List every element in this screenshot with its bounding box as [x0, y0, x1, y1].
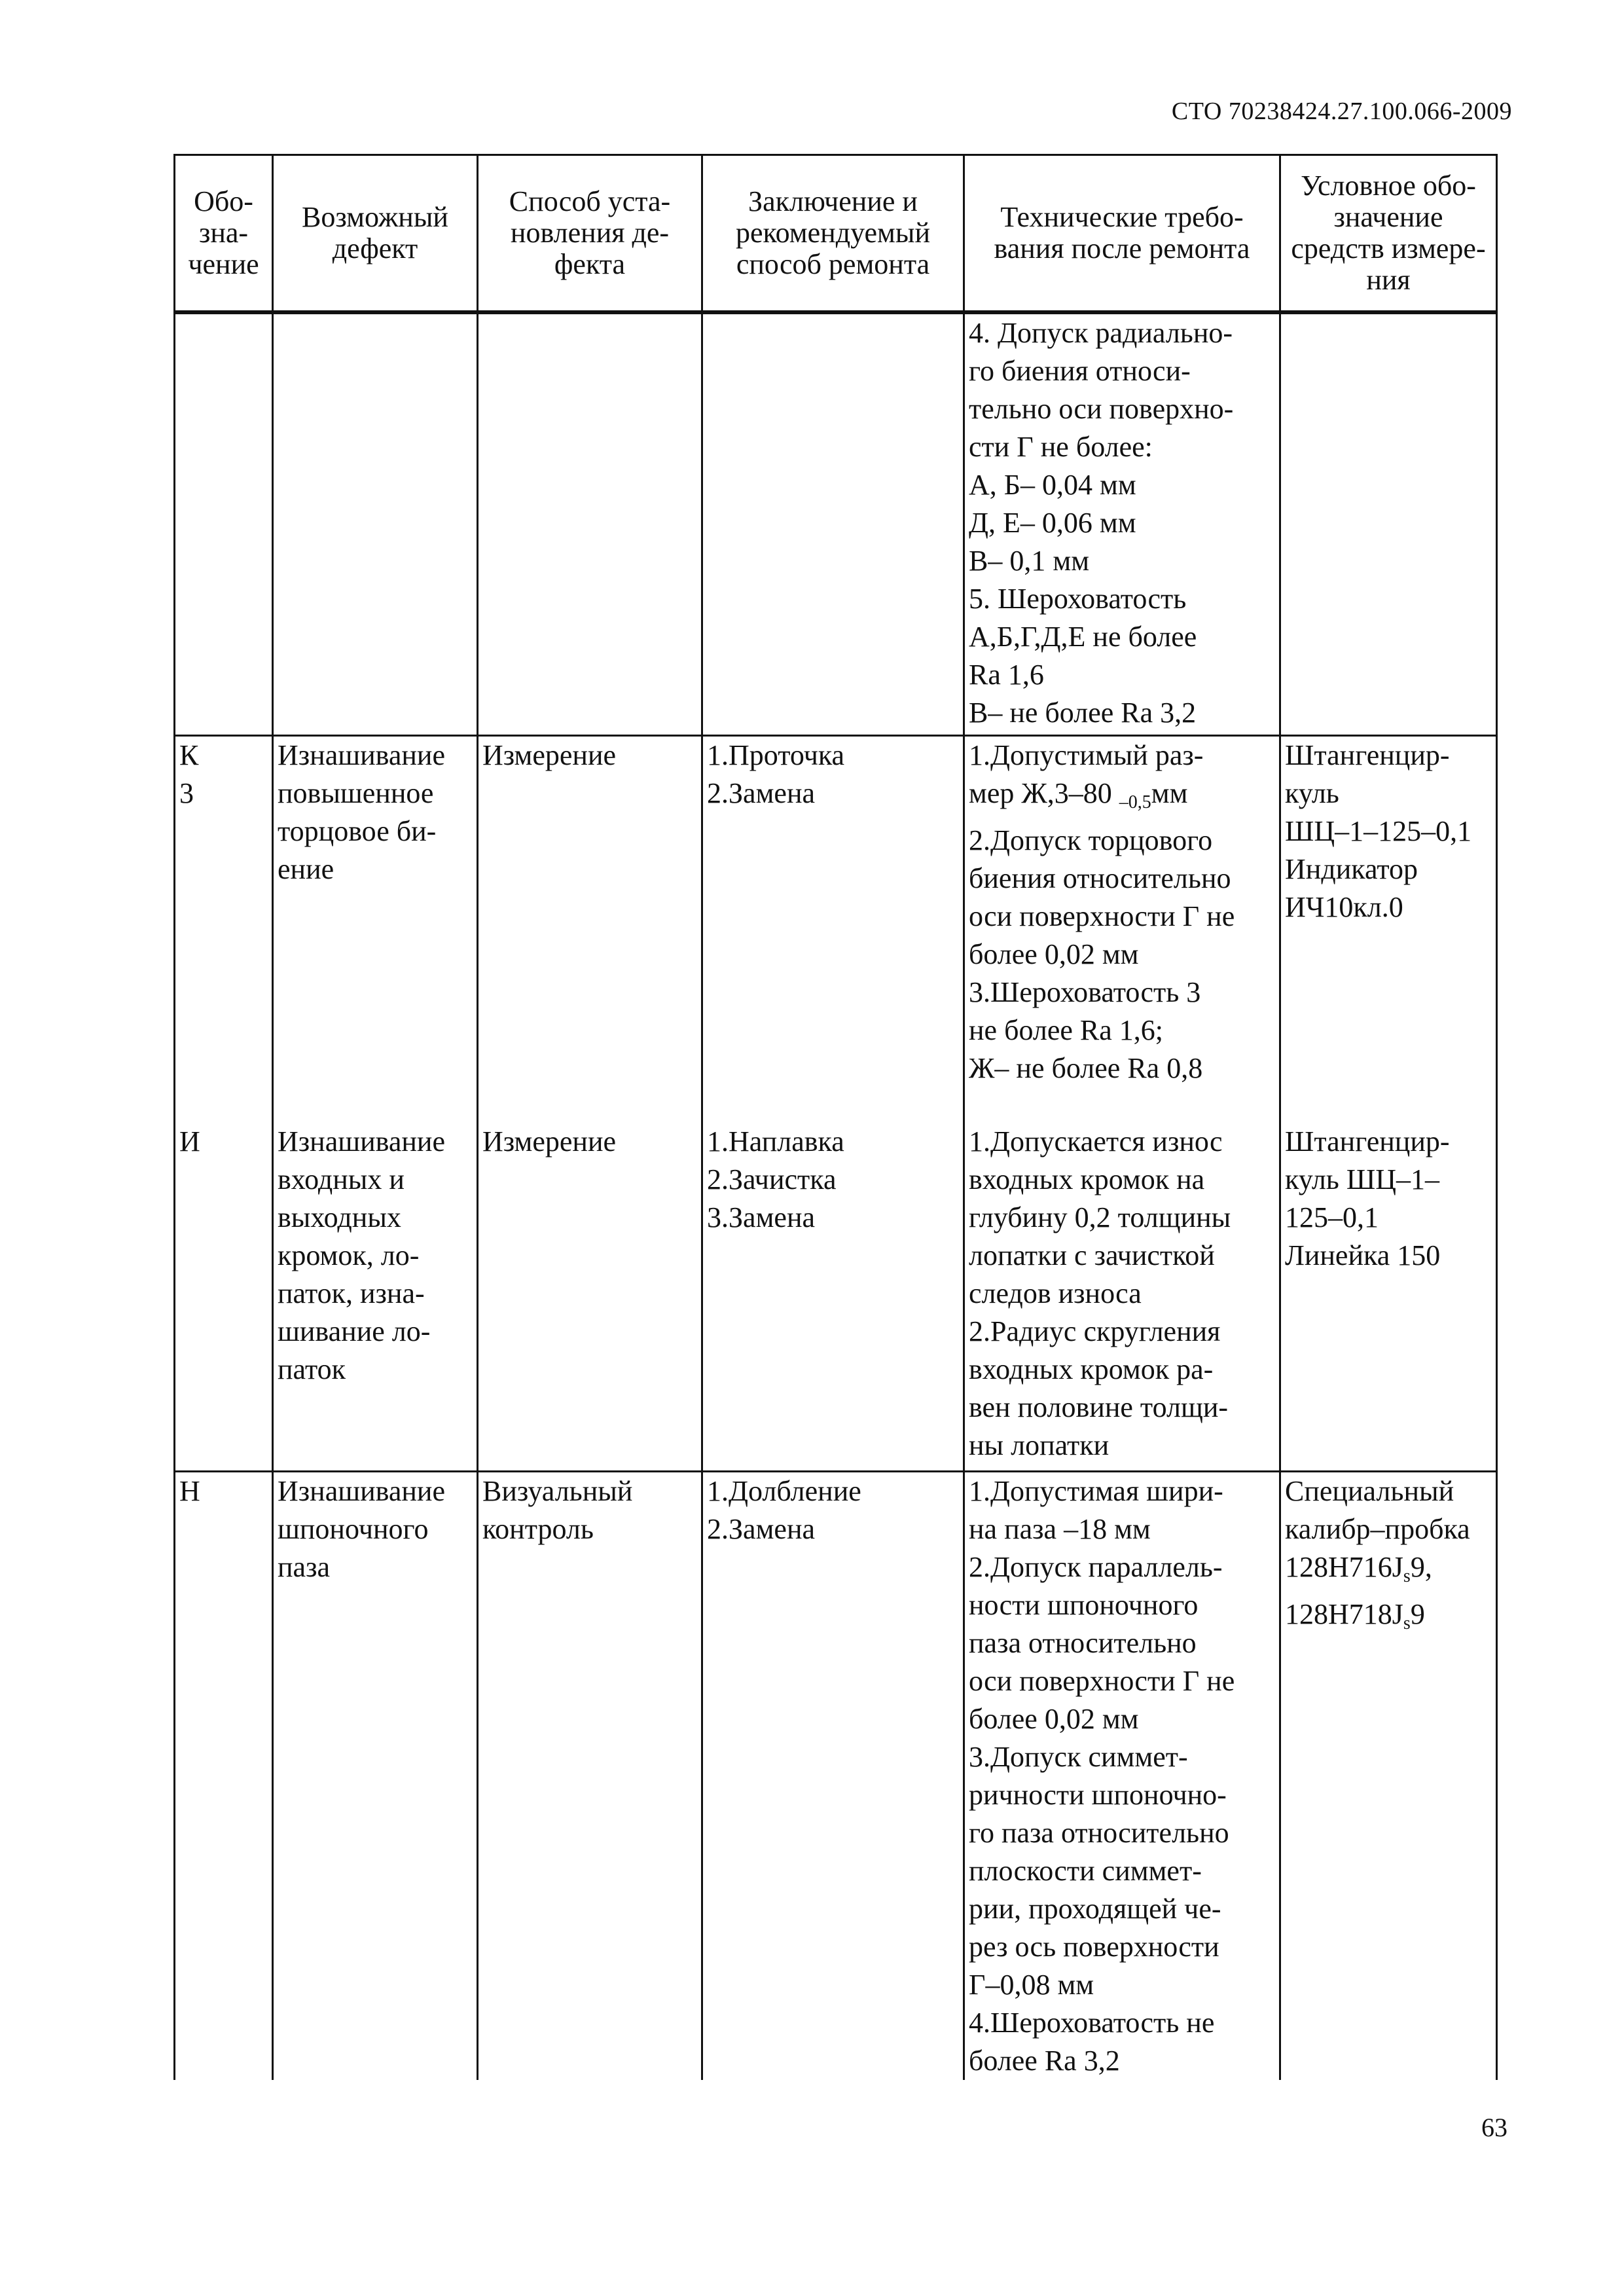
- cell-instruments: [1280, 312, 1497, 735]
- cell-method: Измерение: [478, 735, 702, 1123]
- column-header-method: Способ уста- новления де- фекта: [478, 155, 702, 313]
- dimension-unit: мм: [1151, 776, 1188, 809]
- cell-defect: [273, 312, 478, 735]
- cell-defect: Изнашивание шпоночного паза: [273, 1471, 478, 2080]
- table-row: [175, 1471, 1497, 2080]
- cell-repair: 1.Наплавка 2.Зачистка 3.Замена: [702, 1123, 964, 1471]
- table-row: [175, 1123, 1497, 1471]
- column-header-repair: Заключение и рекомендуемый способ ремонта: [702, 155, 964, 313]
- gauge-subscript: s: [1403, 1565, 1411, 1586]
- gauge-code: 128Н718J: [1285, 1597, 1403, 1630]
- table-row: [175, 735, 1497, 1123]
- cell-designation: И: [175, 1123, 273, 1471]
- cell-defect: Изнашивание входных и выходных кромок, ло- паток, изна- шивание ло- паток: [273, 1123, 478, 1471]
- requirement-lines: 2.Допуск торцового биения относительно оси поверхности Г не более 0,02 мм 3.Шероховатость 3 не более Ra 1,6; Ж– не более Ra 0,8: [969, 824, 1235, 1084]
- requirement-line-dimension: [969, 774, 1274, 822]
- document-code: СТО 70238424.27.100.066-2009: [1171, 98, 1512, 125]
- column-header-instruments: Условное обо- значение средств измере- ния: [1280, 155, 1497, 313]
- cell-repair: [702, 312, 964, 735]
- table-header-row: [175, 155, 1497, 313]
- column-header-designation: Обо- зна- чение: [175, 155, 273, 313]
- gauge-suffix: 9,: [1410, 1550, 1432, 1583]
- cell-method: Визуальный контроль: [478, 1471, 702, 2080]
- cell-instruments: [1280, 1471, 1497, 2080]
- gauge-subscript: s: [1403, 1613, 1411, 1633]
- column-header-requirements: Технические требо- вания после ремонта: [964, 155, 1280, 313]
- cell-designation: Н: [175, 1471, 273, 2080]
- cell-instruments: Штангенцир- куль ШЦ–1–125–0,1 Индикатор ИЧ10кл.0: [1280, 735, 1497, 1123]
- column-header-defect: Возможный дефект: [273, 155, 478, 313]
- cell-defect: Изнашивание повышенное торцовое би- ение: [273, 735, 478, 1123]
- cell-repair: 1.Проточка 2.Замена: [702, 735, 964, 1123]
- cell-method: Измерение: [478, 1123, 702, 1471]
- cell-requirements: [964, 735, 1280, 1123]
- requirement-line: 1.Допустимый раз-: [969, 738, 1204, 771]
- cell-requirements: 1.Допускается износ входных кромок на глубину 0,2 толщины лопатки с зачисткой следов износа 2.Радиус скругления входных кромок ра- вен половине толщи- ны лопатки: [964, 1123, 1280, 1471]
- gauge-code: 128Н716J: [1285, 1550, 1403, 1583]
- instrument-line: Специальный: [1285, 1474, 1454, 1507]
- gauge-suffix: 9: [1410, 1597, 1425, 1630]
- cell-repair: 1.Долбление 2.Замена: [702, 1471, 964, 2080]
- instrument-line: калибр–пробка: [1285, 1512, 1470, 1545]
- table-row: [175, 312, 1497, 735]
- cell-designation: К 3: [175, 735, 273, 1123]
- cell-requirements: 1.Допустимая шири- на паза –18 мм 2.Допуск параллель- ности шпоночного паза относительно оси поверхности Г не более 0,02 мм 3.Допуск симмет- ричности шпоночно- го паза относительно плоскости симмет- рии, проходящей че- рез ось поверхности Г–0,08 мм 4.Шероховатость не более Ra 3,2: [964, 1471, 1280, 2080]
- instrument-line-gauge-2: [1285, 1595, 1490, 1643]
- tolerance-subscript: –0,5: [1119, 792, 1151, 812]
- defects-table-container: [173, 154, 1496, 2077]
- instrument-line-gauge-1: [1285, 1548, 1490, 1595]
- page-number: 63: [1481, 2113, 1507, 2142]
- cell-designation: [175, 312, 273, 735]
- dimension-text: мер Ж,3–80: [969, 776, 1119, 809]
- defects-table: [173, 154, 1498, 2080]
- cell-method: [478, 312, 702, 735]
- cell-instruments: Штангенцир- куль ШЦ–1– 125–0,1 Линейка 150: [1280, 1123, 1497, 1471]
- cell-requirements: 4. Допуск радиально- го биения относи- тельно оси поверхно- сти Г не более: А, Б– 0,04 мм Д, Е– 0,06 мм В– 0,1 мм 5. Шероховатость А,Б,Г,Д,Е не более Ra 1,6 В– не более Ra 3,2: [964, 312, 1280, 735]
